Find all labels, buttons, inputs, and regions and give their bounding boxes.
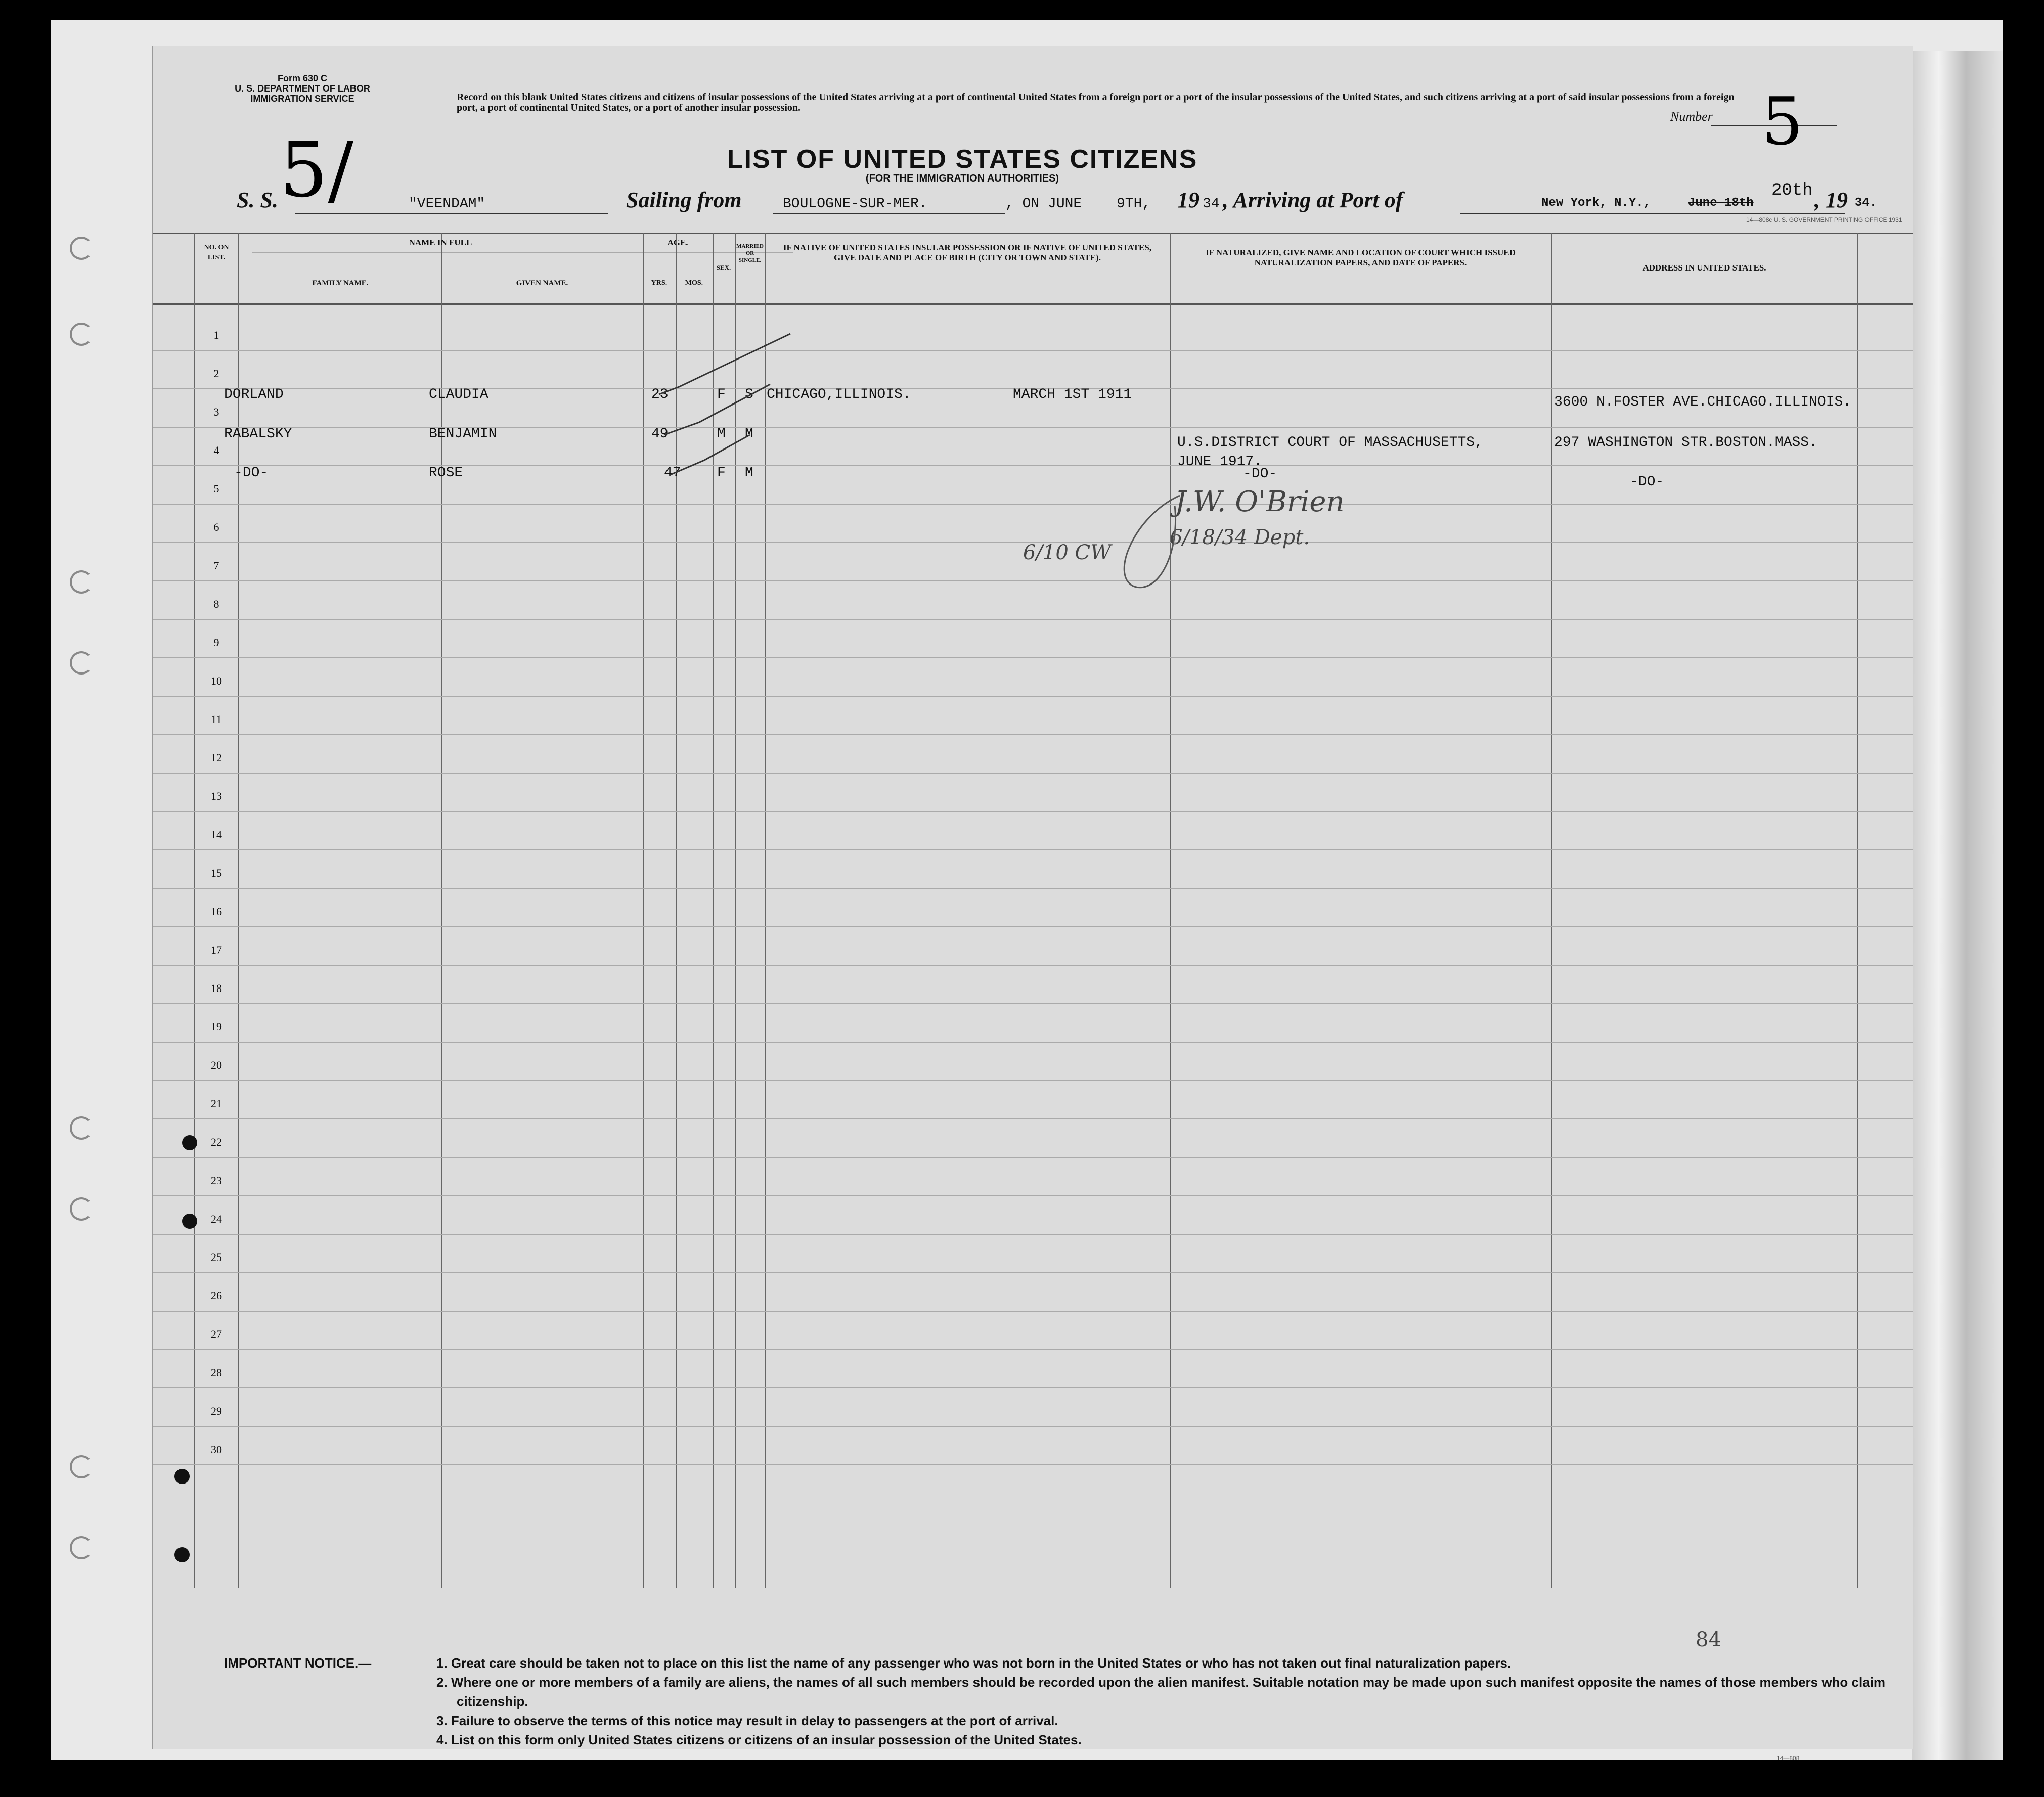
entry-2-marital: M xyxy=(745,426,753,442)
entry-1-given: CLAUDIA xyxy=(429,387,488,402)
year-suffix: 34 xyxy=(1203,196,1220,212)
punch-hole-icon xyxy=(182,1214,197,1229)
binder-ring-icon xyxy=(70,1116,93,1140)
binder-ring-icon xyxy=(70,323,93,346)
row-number: 6 xyxy=(213,521,219,533)
on-label: , ON JUNE xyxy=(1005,196,1082,212)
col-given-header: GIVEN NAME. xyxy=(516,279,568,287)
notice-item: 1. Great care should be taken not to place on this list the name of any passenger who was not born in the United States or who has not taken out final naturalization papers. xyxy=(436,1655,1512,1671)
row-rule xyxy=(153,1118,1913,1119)
entry-1-marital: S xyxy=(745,387,753,402)
entry-1-birthplace: CHICAGO,ILLINOIS. xyxy=(767,387,911,402)
row-number: 3 xyxy=(213,406,219,418)
row-rule xyxy=(153,1464,1913,1465)
punch-hole-icon xyxy=(182,1135,197,1150)
entry-2-given: BENJAMIN xyxy=(429,426,497,442)
notice-item: 3. Failure to observe the terms of this notice may result in delay to passengers at the port of arrival. xyxy=(436,1713,1058,1728)
row-number: 17 xyxy=(211,944,222,956)
printing-imprint: 14—808c U. S. GOVERNMENT PRINTING OFFICE 1931 xyxy=(1746,216,1902,223)
row-number: 29 xyxy=(211,1405,222,1417)
binder-ring-icon xyxy=(70,1197,93,1221)
row-rule xyxy=(153,696,1913,697)
binder-ring-icon xyxy=(70,1536,93,1559)
notice-item: 4. List on this form only United States citizens or citizens of an insular possession of the United States. xyxy=(436,1732,1082,1747)
entry-3-age: 47 xyxy=(664,465,681,481)
notice-item: 2. Where one or more members of a family are aliens, the names of all such members should be recorded upon the alien manifest. Suitable notation may be made upon such manifest opposite the names of those members who claim citizenship. xyxy=(436,1675,1886,1709)
row-rule xyxy=(153,811,1913,812)
row-rule xyxy=(153,1234,1913,1235)
row-number: 15 xyxy=(211,867,222,879)
page-title: LIST OF UNITED STATES CITIZENS xyxy=(727,145,1198,174)
entry-1-address: 3600 N.FOSTER AVE.CHICAGO.ILLINOIS. xyxy=(1554,394,1852,410)
row-rule xyxy=(153,1272,1913,1273)
list-number-handwritten: 5/ xyxy=(280,126,353,214)
row-number: 25 xyxy=(211,1251,222,1264)
col-address-header: ADDRESS IN UNITED STATES. xyxy=(1642,263,1766,273)
row-rule xyxy=(153,1042,1913,1043)
arrival-underline xyxy=(1460,213,1845,214)
row-rule xyxy=(153,1426,1913,1427)
row-number: 16 xyxy=(211,905,222,918)
row-rule xyxy=(153,619,1913,620)
col-divider xyxy=(194,233,195,1588)
row-rule xyxy=(153,1195,1913,1196)
row-number: 24 xyxy=(211,1212,222,1225)
punch-hole-icon xyxy=(174,1469,190,1484)
col-married-header: MARRIED OR SINGLE. xyxy=(736,243,764,263)
sailing-label: Sailing from xyxy=(626,188,742,212)
name-group-rule xyxy=(252,252,793,253)
row-rule xyxy=(153,1349,1913,1350)
row-number: 30 xyxy=(211,1443,222,1456)
entry-1-sex: F xyxy=(717,387,726,402)
ship-name: "VEENDAM" xyxy=(409,196,485,212)
row-number: 1 xyxy=(213,329,219,341)
row-rule xyxy=(153,1157,1913,1158)
from-underline xyxy=(773,213,1005,214)
arrival-year-suffix: 34. xyxy=(1855,196,1877,210)
entry-3-naturalization: -DO- xyxy=(1243,466,1277,482)
handwritten-signature: J.W. O'Brien xyxy=(1175,485,1345,518)
page-number: 84 xyxy=(1696,1628,1721,1651)
col-divider xyxy=(1170,233,1171,1588)
row-rule xyxy=(153,773,1913,774)
handwritten-date-note: 6/10 CW xyxy=(1023,541,1112,564)
binder-ring-icon xyxy=(70,1455,93,1478)
col-yrs-header: YRS. xyxy=(651,279,668,287)
entry-3-marital: M xyxy=(745,465,753,481)
row-rule xyxy=(153,926,1913,927)
manifest-table xyxy=(153,233,1913,1588)
row-number: 4 xyxy=(213,444,219,457)
row-number: 22 xyxy=(211,1136,222,1148)
row-number: 23 xyxy=(211,1174,222,1187)
sailing-day: 9TH, xyxy=(1117,196,1151,212)
notice-items xyxy=(436,1653,1903,1749)
number-value: 5 xyxy=(1761,83,1803,160)
ship-underline xyxy=(295,213,608,214)
header-bottom-rule xyxy=(153,303,1913,305)
row-number: 10 xyxy=(211,675,222,687)
record-instruction: Record on this blank United States citizens and citizens of insular possessions of the United States arriving at a port of continental United States from a foreign port or a port of the insular possessions of the United States, and such citizens arriving at a port of said insular possessions from a foreign port, a port of continental United States, or a port of another insular possession. xyxy=(457,92,1735,113)
row-number: 19 xyxy=(211,1020,222,1033)
manifest-form xyxy=(152,46,1913,1762)
row-rule xyxy=(153,657,1913,658)
row-number: 27 xyxy=(211,1328,222,1340)
row-rule xyxy=(153,1387,1913,1388)
table-top-rule xyxy=(153,233,1913,234)
entry-2-family: RABALSKY xyxy=(224,426,292,442)
arrival-date: June 18th xyxy=(1688,196,1754,210)
entry-2-address: 297 WASHINGTON STR.BOSTON.MASS. xyxy=(1554,435,1817,451)
row-rule xyxy=(153,965,1913,966)
col-divider xyxy=(1857,233,1858,1588)
row-number: 26 xyxy=(211,1289,222,1302)
row-rule xyxy=(153,350,1913,351)
entry-2-naturalization-date: JUNE 1917. xyxy=(1177,454,1263,470)
entry-3-address: -DO- xyxy=(1630,474,1664,490)
arriving-label: , Arriving at Port of xyxy=(1223,188,1403,212)
punch-hole-icon xyxy=(174,1547,190,1562)
handwritten-loop xyxy=(1104,485,1205,597)
row-number: 18 xyxy=(211,982,222,995)
number-label: Number xyxy=(1670,109,1713,124)
year-prefix: 19 xyxy=(1177,188,1199,212)
form-department: Form 630 C U. S. DEPARTMENT OF LABOR IMMIGRATION SERVICE xyxy=(235,73,370,104)
tick-marks xyxy=(639,329,806,485)
row-number: 11 xyxy=(211,713,222,726)
handwritten-signature-date: 6/18/34 Dept. xyxy=(1170,526,1310,549)
col-birth-header: IF NATIVE OF UNITED STATES INSULAR POSSESSION OR IF NATIVE OF UNITED STATES, GIVE DATE AND PLACE OF BIRTH (CITY OR TOWN AND STATE). xyxy=(783,243,1152,262)
row-number: 20 xyxy=(211,1059,222,1071)
col-no-header: NO. ON LIST. xyxy=(204,244,229,261)
entry-1-family: DORLAND xyxy=(224,387,284,402)
col-age-header: AGE. xyxy=(667,238,688,247)
entry-3-sex: F xyxy=(717,465,726,481)
col-name-header: NAME IN FULL xyxy=(409,238,472,247)
entry-3-given: ROSE xyxy=(429,465,463,481)
ss-label: S. S. xyxy=(237,188,278,212)
arrival-year-prefix: , 19 xyxy=(1814,188,1848,212)
arrival-port: New York, N.Y., xyxy=(1541,196,1651,210)
notice-lead: IMPORTANT NOTICE.— xyxy=(224,1655,372,1671)
page-subtitle: (FOR THE IMMIGRATION AUTHORITIES) xyxy=(865,173,1059,184)
from-port: BOULOGNE-SUR-MER. xyxy=(783,196,927,212)
col-sex-header: SEX. xyxy=(716,264,731,272)
row-number: 28 xyxy=(211,1366,222,1379)
row-rule xyxy=(153,1003,1913,1004)
col-divider xyxy=(1551,233,1552,1588)
row-rule xyxy=(153,888,1913,889)
binder-ring-icon xyxy=(70,570,93,594)
row-number: 8 xyxy=(213,598,219,610)
arrival-date-corrected: 20th xyxy=(1771,181,1813,200)
entry-2-sex: M xyxy=(717,426,726,442)
row-rule xyxy=(153,734,1913,735)
row-number: 21 xyxy=(211,1097,222,1110)
row-rule xyxy=(153,1311,1913,1312)
row-rule xyxy=(153,849,1913,850)
row-rule xyxy=(153,580,1913,581)
row-rule xyxy=(153,1080,1913,1081)
page-stack-edge xyxy=(1912,51,2003,1760)
col-family-header: FAMILY NAME. xyxy=(312,279,369,287)
row-number: 7 xyxy=(213,559,219,572)
voyage-line xyxy=(237,181,1905,217)
row-rule xyxy=(153,427,1913,428)
binder-ring-icon xyxy=(70,237,93,260)
entry-2-age: 49 xyxy=(651,426,669,442)
row-number: 5 xyxy=(213,482,219,495)
entry-1-birthdate: MARCH 1ST 1911 xyxy=(1013,387,1132,402)
col-naturalized-header: IF NATURALIZED, GIVE NAME AND LOCATION OF COURT WHICH ISSUED NATURALIZATION PAPERS, AND DATE OF PAPERS. xyxy=(1206,248,1516,267)
row-number: 12 xyxy=(211,751,222,764)
entry-2-naturalization: U.S.DISTRICT COURT OF MASSACHUSETTS, xyxy=(1177,435,1483,451)
row-rule xyxy=(153,465,1913,466)
entry-3-family: -DO- xyxy=(234,465,269,481)
binder-ring-icon xyxy=(70,651,93,675)
col-mos-header: MOS. xyxy=(685,279,703,287)
row-number: 9 xyxy=(213,636,219,649)
row-number: 14 xyxy=(211,828,222,841)
entry-1-age: 23 xyxy=(651,387,669,402)
row-number: 13 xyxy=(211,790,222,802)
row-rule xyxy=(153,504,1913,505)
row-number: 2 xyxy=(213,367,219,380)
form-footcode: 14—808 xyxy=(1776,1755,1800,1762)
